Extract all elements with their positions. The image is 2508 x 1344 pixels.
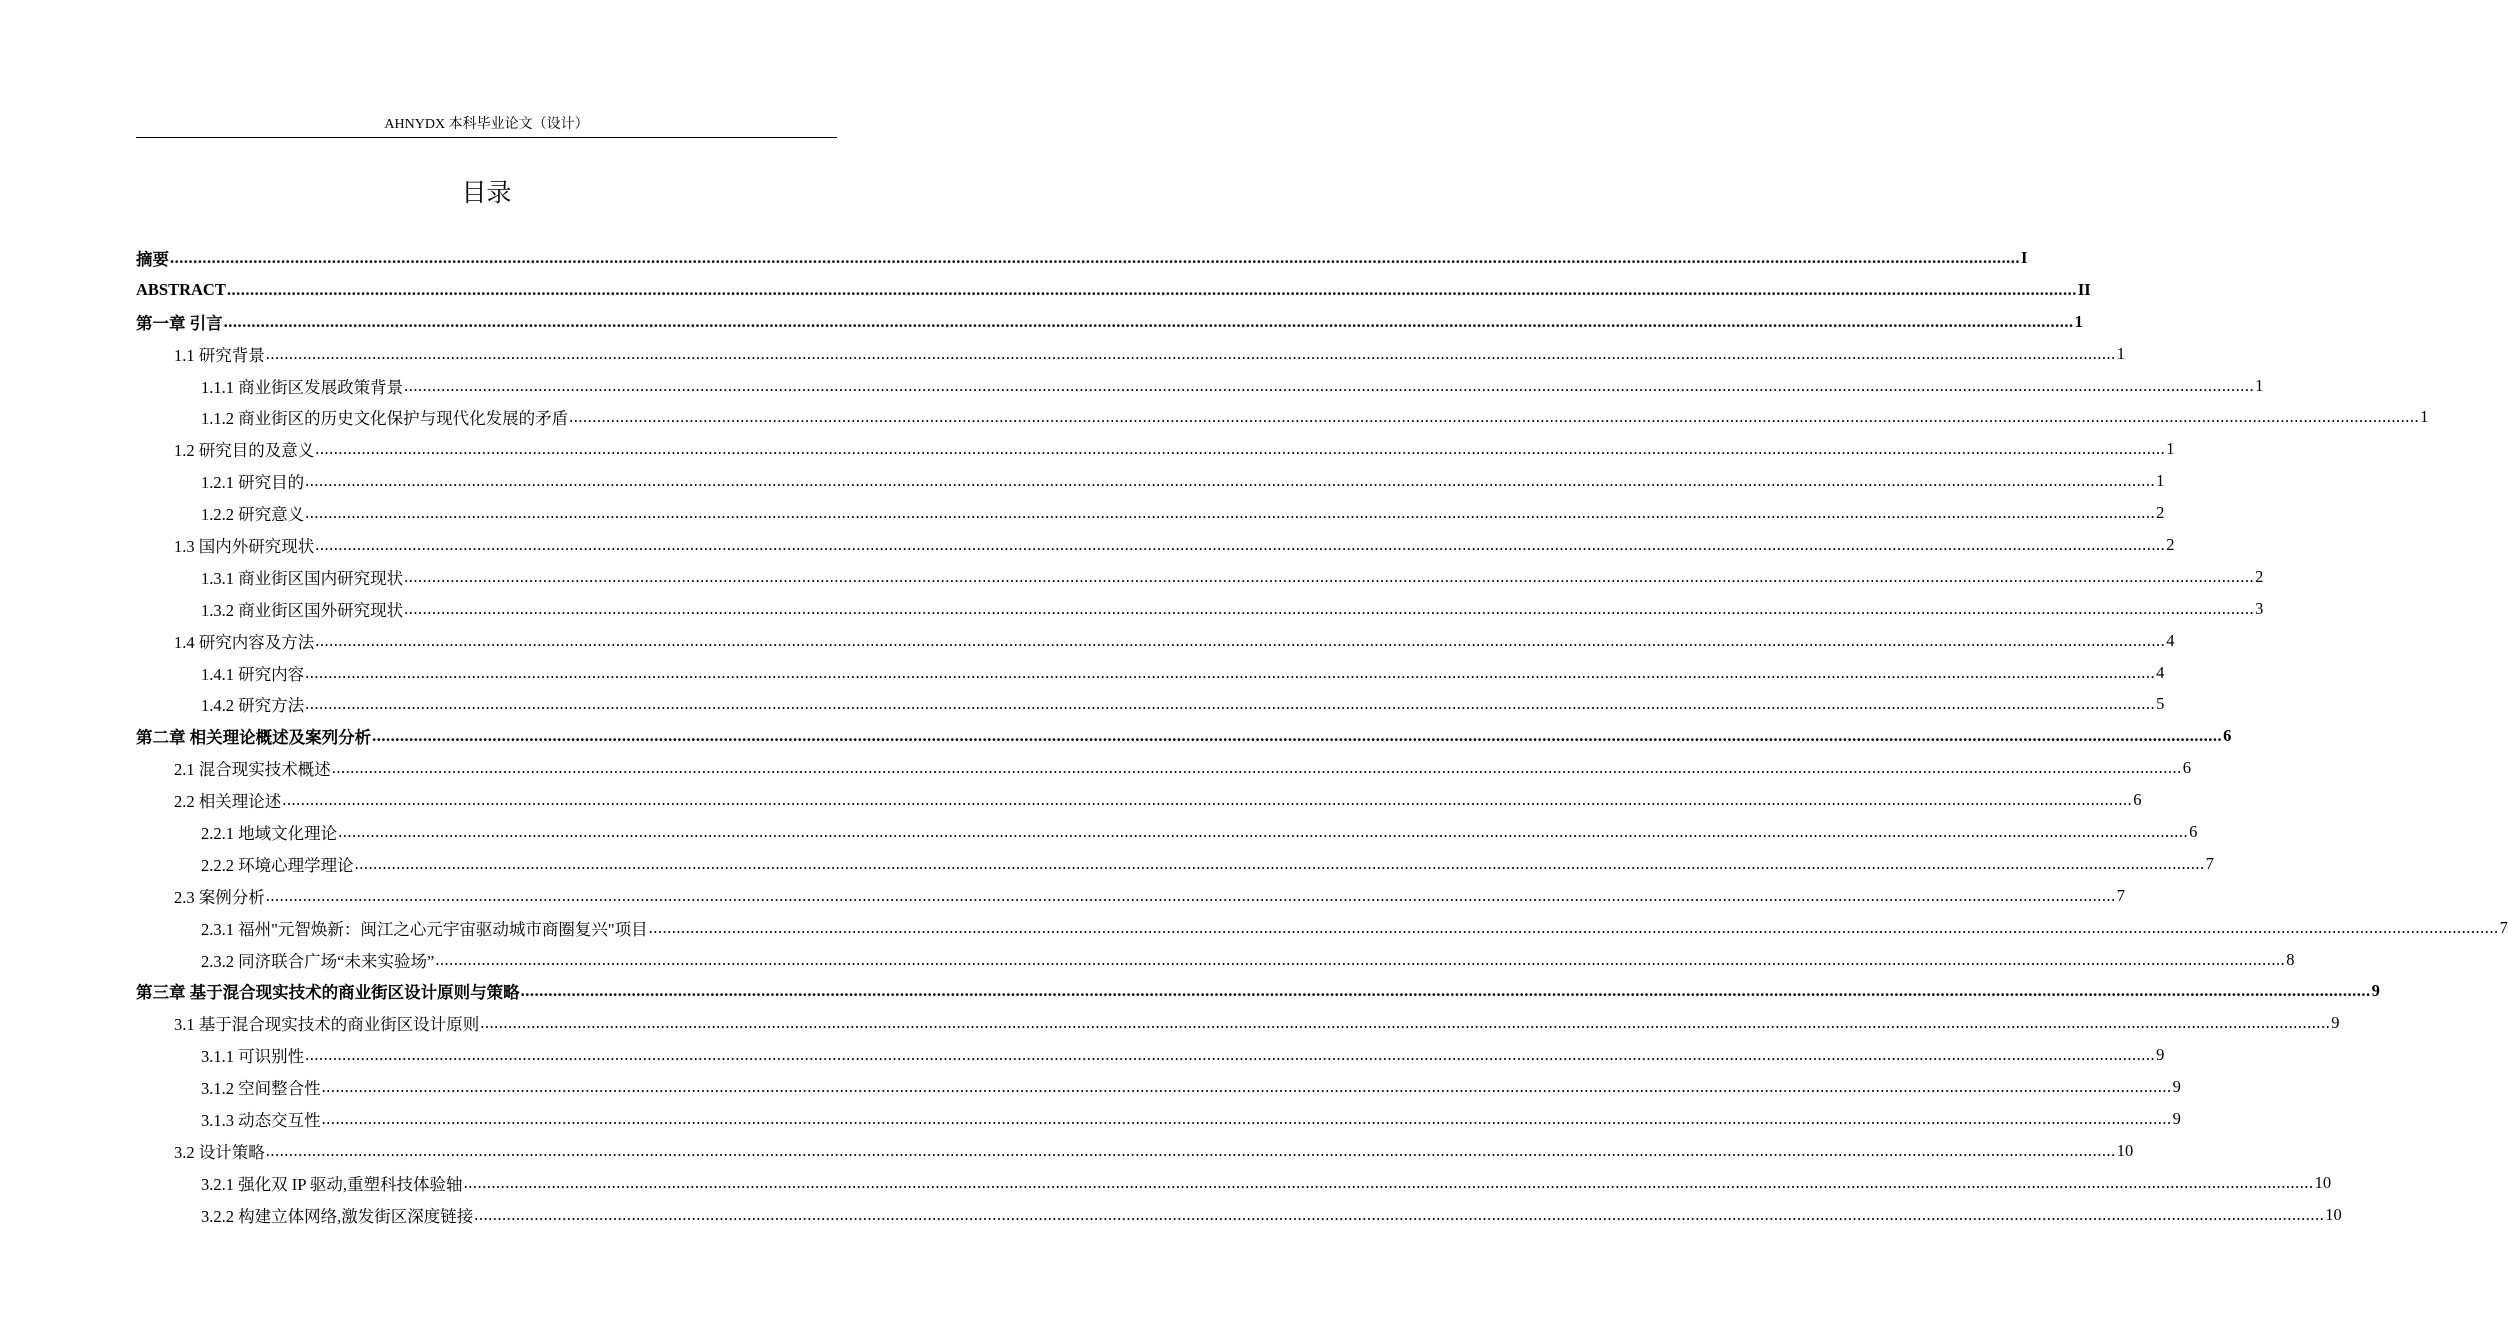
toc-entry-page: 6 bbox=[2223, 726, 2232, 746]
toc-dot-leader: ................................................................................................................................................................................................................................................................................................................................................................................................................ bbox=[569, 407, 2420, 427]
toc-entry-page: 1 bbox=[2420, 407, 2429, 427]
toc-dot-leader: ................................................................................................................................................................................................................................................................................................................................................................................................................ bbox=[170, 247, 2020, 267]
toc-entry-page: 6 bbox=[2189, 821, 2198, 841]
toc-entry-title: 3.2.2 构建立体网络,激发街区深度链接 bbox=[201, 1206, 474, 1226]
toc-entry[interactable] bbox=[136, 848, 2214, 880]
toc-entry-page: 3 bbox=[2255, 598, 2264, 618]
toc-entry-title: 1.4.1 研究内容 bbox=[201, 664, 305, 684]
toc-entry-title: 1.2.1 研究目的 bbox=[201, 473, 305, 493]
toc-entry-page: 6 bbox=[2133, 790, 2142, 810]
toc-dot-leader: ................................................................................................................................................................................................................................................................................................................................................................................................................ bbox=[474, 1204, 2325, 1224]
toc-entry-title: 2.1 混合现实技术概述 bbox=[174, 760, 331, 780]
toc-entry[interactable] bbox=[136, 529, 2175, 561]
toc-entry-page: 7 bbox=[2205, 853, 2214, 873]
toc-entry-page: 9 bbox=[2371, 981, 2380, 1001]
toc-entry-page: 5 bbox=[2156, 694, 2165, 714]
toc-entry-title: 1.3.2 商业街区国外研究现状 bbox=[201, 600, 404, 620]
toc-entry-title: 3.2 设计策略 bbox=[174, 1142, 265, 1162]
toc-dot-leader: ................................................................................................................................................................................................................................................................................................................................................................................................................ bbox=[404, 566, 2255, 586]
toc-entry-page: 1 bbox=[2156, 471, 2165, 491]
table-of-contents bbox=[136, 242, 2508, 1231]
toc-entry-title: 3.1.1 可识别性 bbox=[201, 1047, 305, 1067]
toc-entry-title: 第一章 引言 bbox=[136, 313, 223, 333]
toc-entry[interactable] bbox=[136, 497, 2165, 529]
toc-entry-page: 9 bbox=[2156, 1045, 2165, 1065]
toc-entry[interactable] bbox=[136, 1071, 2181, 1103]
toc-entry[interactable] bbox=[136, 274, 2091, 306]
toc-entry-page: 2 bbox=[2255, 566, 2264, 586]
toc-entry[interactable] bbox=[136, 306, 2083, 338]
toc-entry-page: 10 bbox=[2325, 1204, 2342, 1224]
toc-entry-title: 2.3.2 同济联合广场“未来实验场” bbox=[201, 951, 435, 971]
toc-entry-title: 1.2.2 研究意义 bbox=[201, 505, 305, 525]
toc-entry-title: 1.3 国内外研究现状 bbox=[174, 536, 315, 556]
toc-dot-leader: ................................................................................................................................................................................................................................................................................................................................................................................................................ bbox=[331, 758, 2182, 778]
toc-entry-title: 1.1.1 商业街区发展政策背景 bbox=[201, 377, 404, 397]
toc-entry-title: 第二章 相关理论概述及案列分析 bbox=[136, 728, 372, 748]
toc-entry-title: 1.2 研究目的及意义 bbox=[174, 441, 315, 461]
toc-entry[interactable] bbox=[136, 944, 2295, 976]
toc-dot-leader: ................................................................................................................................................................................................................................................................................................................................................................................................................ bbox=[520, 981, 2371, 1001]
toc-dot-leader: ................................................................................................................................................................................................................................................................................................................................................................................................................ bbox=[463, 1172, 2314, 1192]
toc-entry-title: 1.4.2 研究方法 bbox=[201, 696, 305, 716]
toc-entry-title: 摘要 bbox=[136, 249, 169, 269]
toc-dot-leader: ................................................................................................................................................................................................................................................................................................................................................................................................................ bbox=[338, 821, 2189, 841]
toc-entry[interactable] bbox=[136, 816, 2198, 848]
toc-entry-page: 1 bbox=[2255, 375, 2264, 395]
toc-entry-page: 9 bbox=[2331, 1013, 2340, 1033]
toc-entry[interactable] bbox=[136, 625, 2175, 657]
toc-entry[interactable] bbox=[136, 561, 2264, 593]
toc-entry-page: 1 bbox=[2116, 343, 2125, 363]
toc-dot-leader: ................................................................................................................................................................................................................................................................................................................................................................................................................ bbox=[305, 503, 2156, 523]
header-divider bbox=[136, 137, 837, 138]
toc-entry[interactable] bbox=[136, 1007, 2340, 1039]
toc-entry[interactable] bbox=[136, 880, 2125, 912]
toc-dot-leader: ................................................................................................................................................................................................................................................................................................................................................................................................................ bbox=[354, 853, 2205, 873]
toc-dot-leader: ................................................................................................................................................................................................................................................................................................................................................................................................................ bbox=[404, 598, 2255, 618]
page-header: AHNYDX 本科毕业论文（设计） bbox=[384, 117, 589, 132]
toc-dot-leader: ................................................................................................................................................................................................................................................................................................................................................................................................................ bbox=[305, 1045, 2156, 1065]
toc-dot-leader: ................................................................................................................................................................................................................................................................................................................................................................................................................ bbox=[480, 1013, 2331, 1033]
toc-entry[interactable] bbox=[136, 657, 2165, 689]
toc-entry-page: 7 bbox=[2499, 917, 2508, 937]
toc-entry-title: 2.3.1 福州"元智焕新：闽江之心元宇宙驱动城市商圈复兴"项目 bbox=[201, 919, 648, 939]
toc-entry-title: 1.4 研究内容及方法 bbox=[174, 632, 315, 652]
toc-dot-leader: ................................................................................................................................................................................................................................................................................................................................................................................................................ bbox=[321, 1077, 2172, 1097]
toc-entry[interactable] bbox=[136, 1199, 2342, 1231]
toc-entry-page: I bbox=[2021, 247, 2028, 267]
toc-entry[interactable] bbox=[136, 1135, 2134, 1167]
toc-dot-leader: ................................................................................................................................................................................................................................................................................................................................................................................................................ bbox=[223, 311, 2074, 331]
page-title: 目录 bbox=[461, 178, 512, 207]
toc-entry[interactable] bbox=[136, 1039, 2165, 1071]
toc-entry[interactable] bbox=[136, 465, 2165, 497]
toc-entry-title: 1.1.2 商业街区的历史文化保护与现代化发展的矛盾 bbox=[201, 409, 569, 429]
toc-entry-title: 1.1 研究背景 bbox=[174, 345, 265, 365]
toc-entry[interactable] bbox=[136, 370, 2264, 402]
toc-dot-leader: ................................................................................................................................................................................................................................................................................................................................................................................................................ bbox=[372, 726, 2223, 746]
toc-entry[interactable] bbox=[136, 433, 2175, 465]
toc-entry[interactable] bbox=[136, 688, 2165, 720]
toc-entry-page: 9 bbox=[2172, 1108, 2181, 1128]
toc-entry-page: 4 bbox=[2156, 662, 2165, 682]
toc-entry-title: 3.1 基于混合现实技术的商业街区设计原则 bbox=[174, 1015, 480, 1035]
toc-entry-title: 2.3 案例分析 bbox=[174, 887, 265, 907]
toc-entry-title: 1.3.1 商业街区国内研究现状 bbox=[201, 568, 404, 588]
toc-entry-page: 10 bbox=[2116, 1140, 2134, 1160]
toc-dot-leader: ................................................................................................................................................................................................................................................................................................................................................................................................................ bbox=[315, 439, 2166, 459]
toc-entry-page: 4 bbox=[2166, 630, 2175, 650]
toc-entry[interactable] bbox=[136, 1167, 2332, 1199]
toc-dot-leader: ................................................................................................................................................................................................................................................................................................................................................................................................................ bbox=[648, 917, 2499, 937]
toc-dot-leader: ................................................................................................................................................................................................................................................................................................................................................................................................................ bbox=[226, 279, 2077, 299]
toc-entry-page: 6 bbox=[2182, 758, 2191, 778]
toc-entry-title: 第三章 基于混合现实技术的商业街区设计原则与策略 bbox=[136, 983, 520, 1003]
toc-entry[interactable] bbox=[136, 784, 2142, 816]
toc-dot-leader: ................................................................................................................................................................................................................................................................................................................................................................................................................ bbox=[305, 471, 2156, 491]
toc-dot-leader: ................................................................................................................................................................................................................................................................................................................................................................................................................ bbox=[305, 694, 2156, 714]
toc-entry[interactable] bbox=[136, 912, 2508, 944]
toc-entry-title: ABSTRACT bbox=[136, 279, 226, 299]
toc-dot-leader: ................................................................................................................................................................................................................................................................................................................................................................................................................ bbox=[305, 662, 2156, 682]
toc-entry-title: 3.1.2 空间整合性 bbox=[201, 1079, 321, 1099]
toc-entry[interactable] bbox=[136, 1103, 2181, 1135]
toc-dot-leader: ................................................................................................................................................................................................................................................................................................................................................................................................................ bbox=[321, 1108, 2172, 1128]
toc-entry-page: 2 bbox=[2166, 534, 2175, 554]
toc-entry-page: 1 bbox=[2166, 439, 2175, 459]
toc-entry[interactable] bbox=[136, 338, 2125, 370]
toc-entry-page: 8 bbox=[2286, 949, 2295, 969]
toc-dot-leader: ................................................................................................................................................................................................................................................................................................................................................................................................................ bbox=[265, 1140, 2116, 1160]
toc-entry[interactable] bbox=[136, 593, 2264, 625]
toc-entry-page: II bbox=[2077, 279, 2091, 299]
toc-dot-leader: ................................................................................................................................................................................................................................................................................................................................................................................................................ bbox=[404, 375, 2255, 395]
toc-entry[interactable] bbox=[136, 975, 2380, 1007]
toc-entry-page: 9 bbox=[2172, 1077, 2181, 1097]
toc-dot-leader: ................................................................................................................................................................................................................................................................................................................................................................................................................ bbox=[315, 534, 2166, 554]
toc-entry-page: 10 bbox=[2314, 1172, 2332, 1192]
toc-entry-page: 2 bbox=[2156, 503, 2165, 523]
toc-entry[interactable] bbox=[136, 752, 2191, 784]
toc-entry[interactable] bbox=[136, 401, 2429, 433]
toc-entry-title: 2.2.1 地域文化理论 bbox=[201, 823, 338, 843]
toc-entry-title: 2.2 相关理论述 bbox=[174, 792, 282, 812]
toc-dot-leader: ................................................................................................................................................................................................................................................................................................................................................................................................................ bbox=[315, 630, 2166, 650]
toc-dot-leader: ................................................................................................................................................................................................................................................................................................................................................................................................................ bbox=[265, 885, 2116, 905]
toc-dot-leader: ................................................................................................................................................................................................................................................................................................................................................................................................................ bbox=[435, 949, 2286, 969]
toc-entry-title: 3.2.1 强化双 IP 驱动,重塑科技体验轴 bbox=[201, 1174, 463, 1194]
toc-entry-page: 7 bbox=[2116, 885, 2125, 905]
toc-entry-title: 2.2.2 环境心理学理论 bbox=[201, 855, 354, 875]
toc-dot-leader: ................................................................................................................................................................................................................................................................................................................................................................................................................ bbox=[265, 343, 2116, 363]
toc-entry[interactable] bbox=[136, 720, 2232, 752]
toc-entry-title: 3.1.3 动态交互性 bbox=[201, 1110, 321, 1130]
toc-entry-page: 1 bbox=[2074, 311, 2083, 331]
toc-dot-leader: ................................................................................................................................................................................................................................................................................................................................................................................................................ bbox=[282, 790, 2133, 810]
toc-entry[interactable] bbox=[136, 242, 2028, 274]
